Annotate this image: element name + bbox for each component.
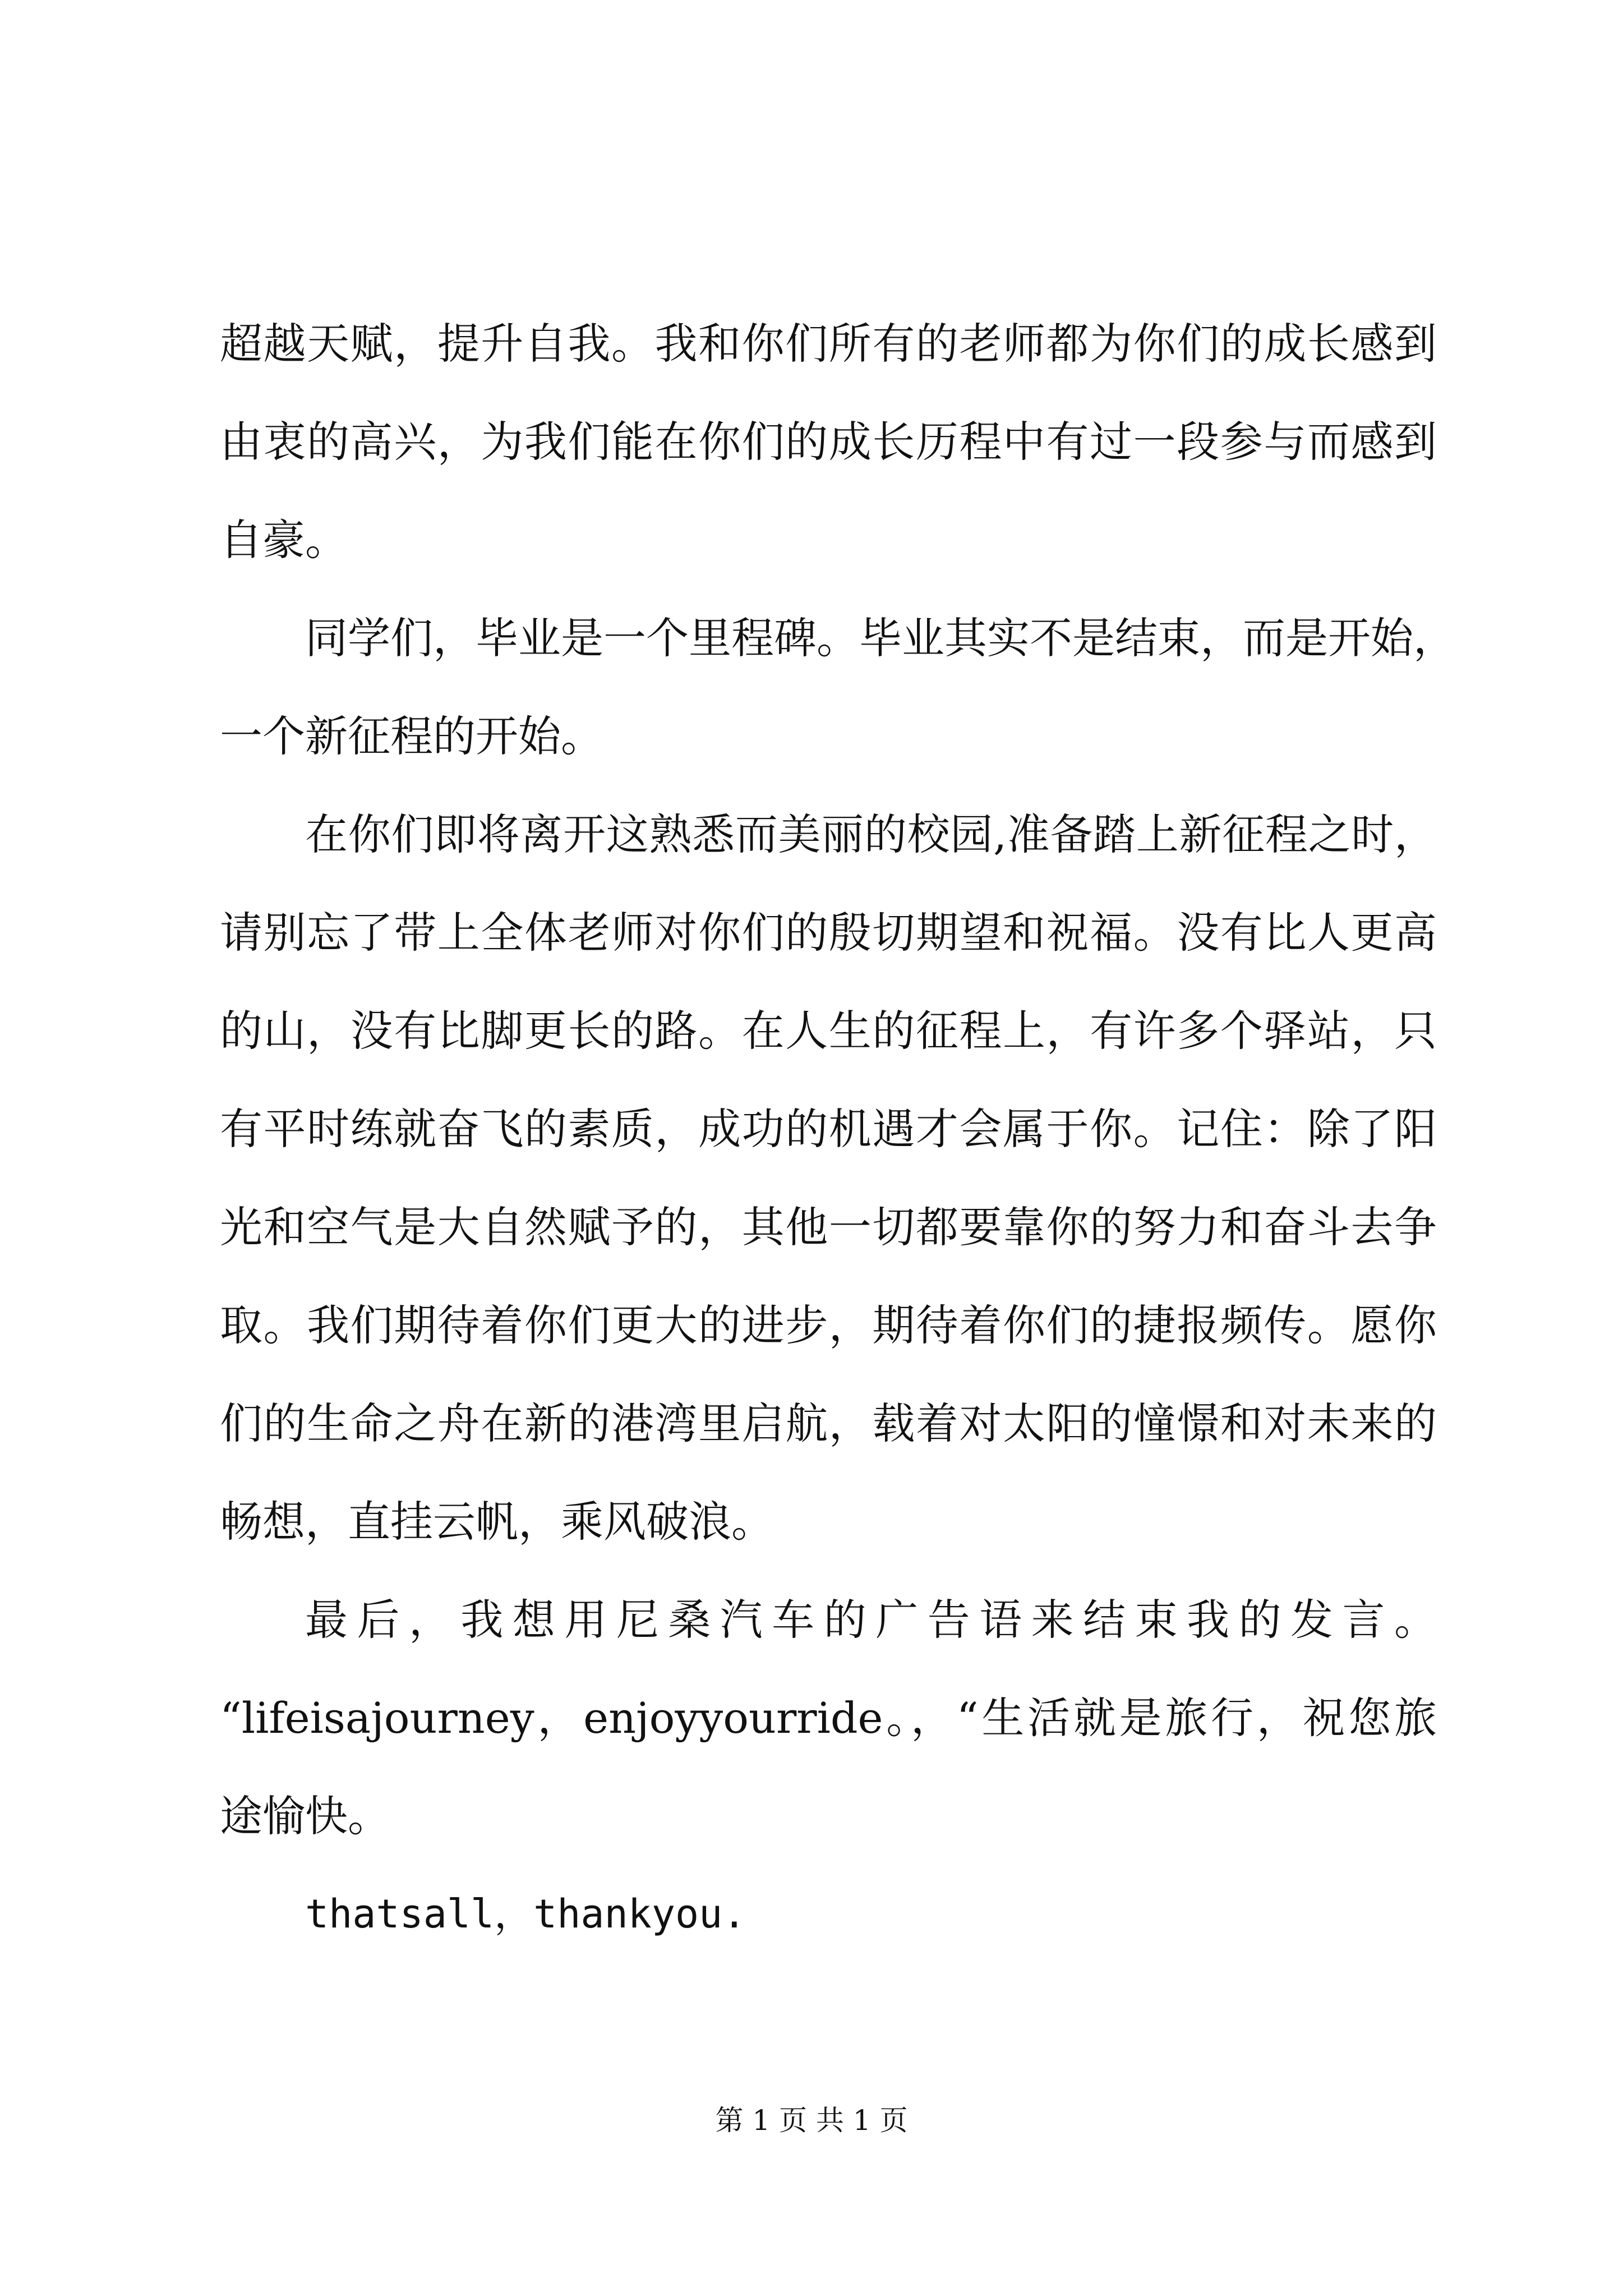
text-line: 光和空气是大自然赋予的，其他一切都要靠你的努力和奋斗去争 xyxy=(220,1202,1437,1252)
text-line: 请别忘了带上全体老师对你们的殷切期望和祝福。没有比人更高 xyxy=(220,908,1437,958)
text-line: 超越天赋，提升自我。我和你们所有的老师都为你们的成长感到 xyxy=(220,319,1437,369)
text-line: 们的生命之舟在新的港湾里启航，载着对太阳的憧憬和对未来的 xyxy=(220,1398,1437,1448)
text-line: 自豪。 xyxy=(220,515,348,565)
paragraph-first-line: 在你们即将离开这熟悉而美丽的校园,准备踏上新征程之时， xyxy=(305,809,1437,859)
text-line: 有平时练就奋飞的素质，成功的机遇才会属于你。记住：除了阳 xyxy=(220,1104,1437,1154)
text-line: 的山，没有比脚更长的路。在人生的征程上，有许多个驿站，只 xyxy=(220,1006,1437,1056)
paragraph-first-line: 同学们，毕业是一个里程碑。毕业其实不是结束，而是开始， xyxy=(305,613,1456,663)
document-body xyxy=(220,295,1456,1963)
text-line: 途愉快。 xyxy=(220,1791,390,1841)
text-line: 畅想，直挂云帆，乘风破浪。 xyxy=(220,1497,774,1547)
text-line: 一个新征程的开始。 xyxy=(220,711,603,761)
text-line: “lifeisajourney，enjoyyourride。，“生活就是旅行，祝您旅 xyxy=(220,1693,1437,1743)
closing-line: thatsall，thankyou. xyxy=(305,1891,746,1937)
paragraph-first-line: 最后，我想用尼桑汽车的广告语来结束我的发言。 xyxy=(305,1595,1437,1645)
page-footer: 第 1 页 共 1 页 xyxy=(715,2104,908,2137)
text-line: 由衷的高兴，为我们能在你们的成长历程中有过一段参与而感到 xyxy=(220,417,1437,467)
text-line: 取。我们期待着你们更大的进步，期待着你们的捷报频传。愿你 xyxy=(220,1300,1437,1350)
